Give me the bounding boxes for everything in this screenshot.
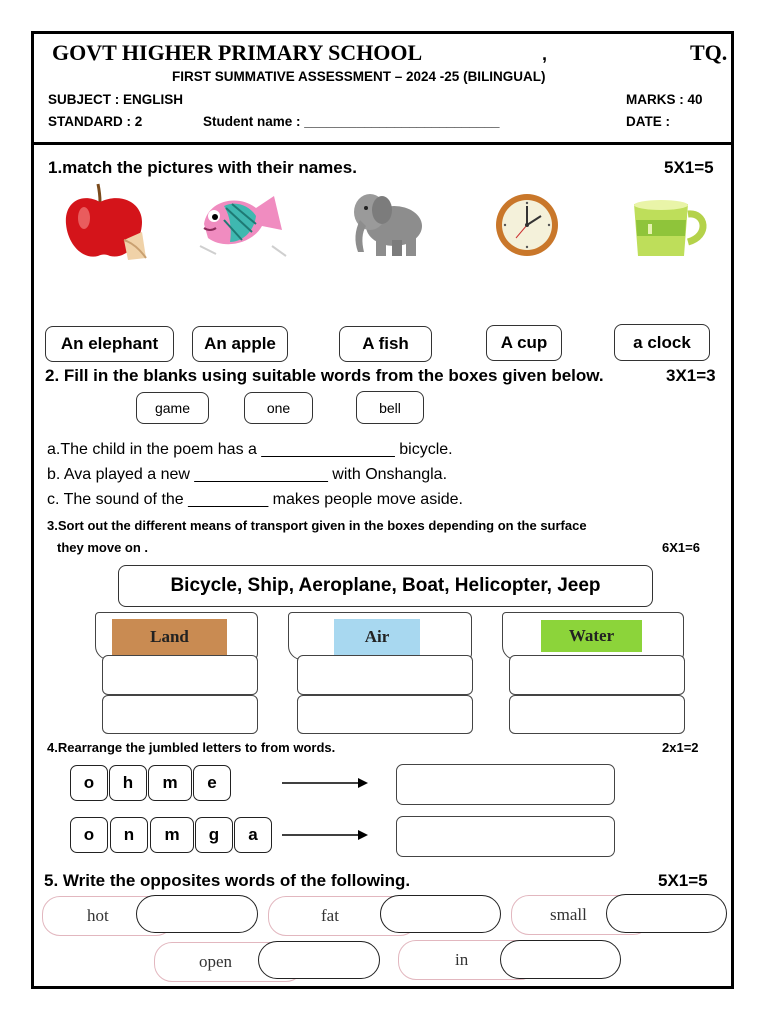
q5-marks: 5X1=5 <box>658 871 708 890</box>
arrow-right-icon <box>282 828 368 842</box>
opposite-word-fat: fat <box>268 896 418 936</box>
apple-picture <box>62 180 147 262</box>
q3-marks: 6X1=6 <box>662 540 700 555</box>
opposite-answer-in[interactable] <box>500 940 621 979</box>
opposite-word-in: in <box>398 940 538 980</box>
q2-marks: 3X1=3 <box>666 366 716 385</box>
taluk-label: TQ. <box>690 40 728 65</box>
jumbled-letter: m <box>150 817 194 853</box>
arrow-right-icon <box>282 776 368 790</box>
air-category-label: Air <box>334 619 420 655</box>
word-answer-1[interactable] <box>396 764 615 805</box>
q3-question-line2: they move on . <box>57 540 149 555</box>
opposite-word-hot: hot <box>42 896 174 936</box>
q1-question: 1.match the pictures with their names. <box>48 158 357 177</box>
jumbled-letter: o <box>70 817 108 853</box>
school-place-comma: , <box>542 44 548 64</box>
jumbled-letter: e <box>193 765 231 801</box>
cup-picture <box>628 196 710 262</box>
q1-marks: 5X1=5 <box>664 158 714 177</box>
date-label: DATE : <box>626 114 670 129</box>
clock-picture <box>494 192 560 258</box>
opposite-word-small: small <box>511 895 651 935</box>
subject-label: SUBJECT : ENGLISH <box>48 92 184 107</box>
sentence-b: b. Ava played a new _______________ with Onshangla. <box>47 466 448 483</box>
student-name-field[interactable]: Student name : __________________________ <box>203 114 500 129</box>
header-divider <box>34 142 731 145</box>
elephant-picture <box>344 186 426 262</box>
word-box-one: one <box>244 392 313 424</box>
opposite-answer-hot[interactable] <box>136 895 258 933</box>
air-answer-1[interactable] <box>297 655 473 695</box>
name-box-elephant[interactable]: An elephant <box>45 326 174 362</box>
standard-label: STANDARD : 2 <box>48 114 143 129</box>
word-answer-2[interactable] <box>396 816 615 857</box>
jumbled-letter: n <box>110 817 148 853</box>
opposite-answer-open[interactable] <box>258 941 380 979</box>
name-box-clock[interactable]: a clock <box>614 324 710 361</box>
name-box-apple[interactable]: An apple <box>192 326 288 362</box>
jumbled-letter: m <box>148 765 192 801</box>
land-answer-2[interactable] <box>102 695 258 734</box>
water-answer-2[interactable] <box>509 695 685 734</box>
opposite-word-open: open <box>154 942 304 982</box>
name-box-cup[interactable]: A cup <box>486 325 562 361</box>
word-box-bell: bell <box>356 391 424 424</box>
q2-question: 2. Fill in the blanks using suitable words from the boxes given below. <box>45 366 604 385</box>
school-name: GOVT HIGHER PRIMARY SCHOOL <box>52 40 423 65</box>
fish-picture <box>196 186 288 260</box>
assessment-title: FIRST SUMMATIVE ASSESSMENT – 2024 -25 (BILINGUAL) <box>172 69 546 84</box>
q3-question-line1: 3.Sort out the different means of transport given in the boxes depending on the surface <box>47 518 587 533</box>
marks-label: MARKS : 40 <box>626 92 703 107</box>
jumbled-letter: g <box>195 817 233 853</box>
water-answer-1[interactable] <box>509 655 685 695</box>
opposite-answer-fat[interactable] <box>380 895 501 933</box>
opposite-answer-small[interactable] <box>606 894 727 933</box>
sentence-a: a.The child in the poem has a _______________ bicycle. <box>47 441 453 458</box>
land-answer-1[interactable] <box>102 655 258 695</box>
land-category-label: Land <box>112 619 227 655</box>
sentence-c: c. The sound of the _________ makes people move aside. <box>47 491 463 508</box>
jumbled-letter: h <box>109 765 147 801</box>
q4-marks: 2x1=2 <box>662 740 699 755</box>
jumbled-letter: a <box>234 817 272 853</box>
word-box-game: game <box>136 392 209 424</box>
transport-list-box: Bicycle, Ship, Aeroplane, Boat, Helicopter, Jeep <box>118 565 653 607</box>
name-box-fish[interactable]: A fish <box>339 326 432 362</box>
water-category-label: Water <box>541 620 642 652</box>
q4-question: 4.Rearrange the jumbled letters to from words. <box>47 740 336 755</box>
q5-question: 5. Write the opposites words of the following. <box>44 871 411 890</box>
air-answer-2[interactable] <box>297 695 473 734</box>
jumbled-letter: o <box>70 765 108 801</box>
